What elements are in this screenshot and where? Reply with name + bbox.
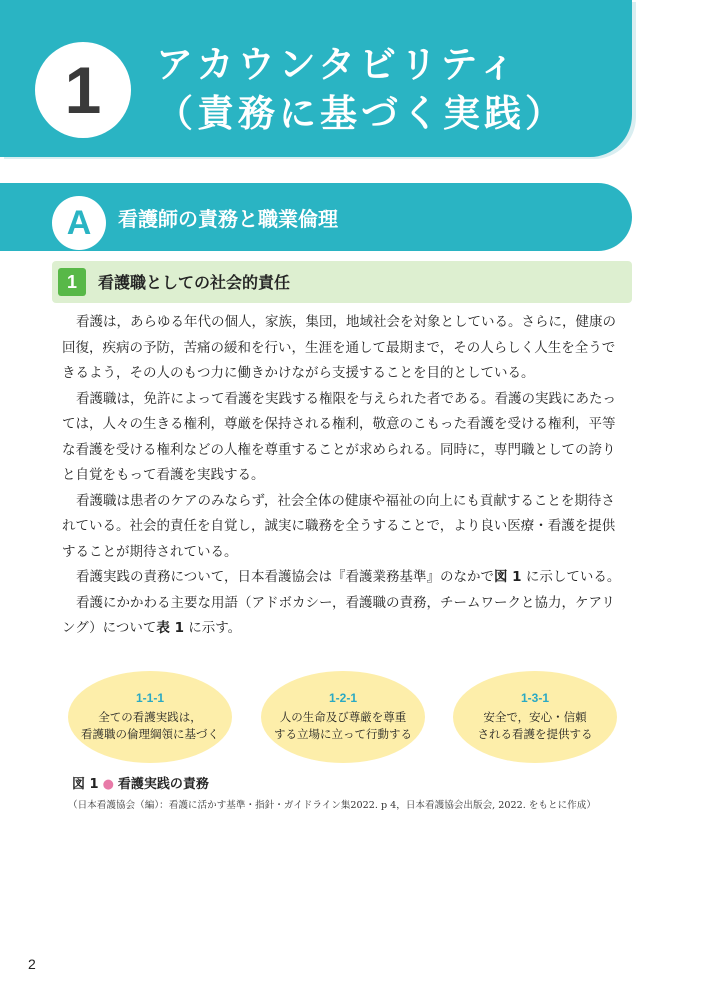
text-line: 看護職は，免許によって看護を実践する権限を与えられた者である。看護の実践にあたっ: [76, 390, 616, 407]
subsection-title: 看護職としての社会的責任: [98, 273, 291, 292]
oval-label: 1-3-1: [520, 691, 549, 705]
chapter-title: [156, 40, 566, 138]
text-line: きるよう，その人のもつ力に働きかけながら支援することを目的としている。: [62, 365, 535, 381]
bullet-icon: ●: [102, 777, 114, 792]
paragraph-4: [62, 565, 634, 591]
oval-label: 1-2-1: [328, 691, 357, 705]
figure-caption-number: 図 1: [72, 777, 99, 792]
oval-text-line: 全ての看護実践は，: [98, 710, 202, 724]
text-line: [62, 616, 634, 642]
page-number: 2: [28, 956, 36, 972]
figure-source: （日本看護協会（編）：看護に活かす基準・指針・ガイドライン集2022. p 4，日本看護協会出版会, 2022. をもとに作成）: [68, 800, 596, 811]
figure-oval-1: [68, 671, 232, 763]
oval-text: [81, 709, 219, 743]
text-span: に示している。: [521, 569, 621, 585]
oval-text-line: する立場に立って行動する: [274, 727, 412, 741]
chapter-title-line1: アカウンタビリティ: [156, 43, 520, 86]
text-span: に示す。: [183, 620, 242, 636]
chapter-title-line2: （責務に基づく実践）: [156, 92, 566, 135]
paragraph-3: [62, 489, 634, 566]
text-span: 看護実践の責務について，日本看護協会は『看護業務基準』のなかで: [76, 569, 494, 585]
figure-reference[interactable]: 図 1: [493, 569, 522, 585]
text-line: [62, 565, 634, 591]
oval-text-line: される看護を提供する: [477, 727, 593, 741]
section-letter: A: [52, 196, 106, 250]
text-line: 看護は，あらゆる年代の個人，家族，集団，地域社会を対象としている。さらに，健康の: [76, 314, 616, 330]
oval-text-line: 人の生命及び尊厳を尊重: [279, 710, 407, 724]
text-line: 看護にかかわる主要な用語（アドボカシー，看護職の責務，チームワークと協力，ケアリ: [76, 594, 615, 611]
table-reference[interactable]: 表 1: [156, 620, 184, 636]
oval-text: [274, 709, 412, 743]
section-title: 看護師の責務と職業倫理: [118, 207, 338, 231]
oval-text: [478, 709, 593, 743]
paragraph-2: [62, 387, 634, 489]
text-line: と自覚をもって看護を実践する。: [62, 467, 265, 483]
text-line: 回復，疾病の予防，苦痛の緩和を行い，生涯を通して最期まで，その人らしく人生を全うで: [62, 339, 616, 356]
paragraph-5: [62, 591, 634, 642]
text-line: することが期待されている。: [62, 543, 238, 560]
text-line: ては，人々の生きる権利，尊厳を保持される権利，敬意のこもった看護を受ける権利，平等: [62, 416, 616, 432]
text-line: れている。社会的責任を自覚し，誠実に職務を全うすることで，より良い医療・看護を提供: [62, 518, 616, 534]
paragraph-1: [62, 310, 634, 387]
body-text: [62, 310, 634, 642]
subsection-number: 1: [58, 268, 86, 296]
text-line: 看護職は患者のケアのみならず，社会全体の健康や福祉の向上にも貢献することを期待さ: [76, 492, 615, 509]
text-line: な看護を受ける権利などの人権を尊重することが求められる。同時に，専門職としての誇り: [62, 441, 616, 458]
text-span: ング）について: [62, 620, 157, 636]
oval-text-line: 看護職の倫理綱領に基づく: [81, 727, 219, 741]
figure-caption-title: 看護実践の責務: [117, 777, 209, 792]
oval-label: 1-1-1: [135, 691, 164, 705]
figure-caption: [72, 773, 209, 792]
figure-oval-2: [261, 671, 425, 763]
figure-oval-3: [453, 671, 617, 763]
chapter-number: 1: [35, 42, 131, 138]
oval-text-line: 安全で，安心・信頼: [483, 710, 587, 724]
